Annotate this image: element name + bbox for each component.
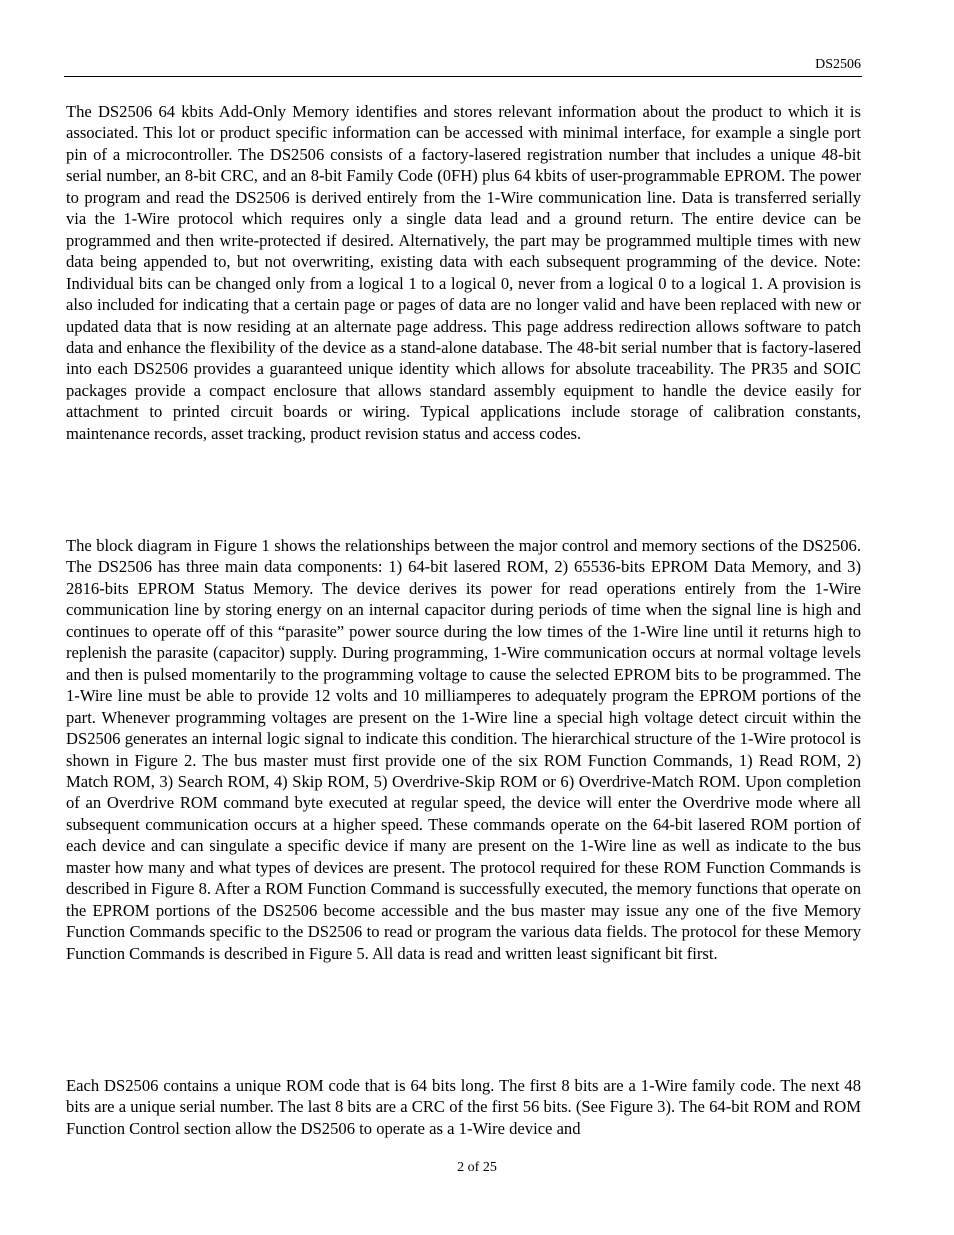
header-divider bbox=[64, 76, 862, 77]
page-number: 2 of 25 bbox=[457, 1160, 497, 1175]
header-part-number: DS2506 bbox=[815, 57, 861, 72]
paragraph-description: The DS2506 64 kbits Add-Only Memory identifies and stores relevant information about the product to which it is associated. This lot or product specific information can be accessed with minimal interface, for example a single port pin of a microcontroller. The DS2506 consists of a factory-lasered registration number that includes a unique 48-bit serial number, an 8-bit CRC, and an 8-bit Family Code (0FH) plus 64 kbits of user-programmable EPROM. The power to program and read the DS2506 is derived entirely from the 1-Wire communication line. Data is transferred serially via the 1-Wire protocol which requires only a single data lead and a ground return. The entire device can be programmed and then write-protected if desired. Alternatively, the part may be programmed multiple times with new data being appended to, but not overwriting, existing data with each subsequent programming of the device. Note: Individual bits can be changed only from a logical 1 to a logical 0, never from a logical 0 to a logical 1. A provision is also included for indicating that a certain page or pages of data are no longer valid and have been replaced with new or updated data that is now residing at an alternate page address. This page address redirection allows software to patch data and enhance the flexibility of the device as a stand-alone database. The 48-bit serial number that is factory-lasered into each DS2506 provides a guaranteed unique identity which allows for absolute traceability. The PR35 and SOIC packages provide a compact enclosure that allows standard assembly equipment to handle the device easily for attachment to printed circuit boards or wiring. Typical applications include storage of calibration constants, maintenance records, asset tracking, product revision status and access codes. bbox=[66, 102, 861, 443]
paragraph-rom-code: Each DS2506 contains a unique ROM code that is 64 bits long. The first 8 bits are a 1-Wire family code. The next 48 bits are a unique serial number. The last 8 bits are a CRC of the first 56 bits. (See Figure 3). The 64-bit ROM and ROM Function Control section allow the DS2506 to operate as a 1-Wire device and bbox=[66, 1076, 861, 1138]
paragraph-overview: The block diagram in Figure 1 shows the relationships between the major control and memory sections of the DS2506. The DS2506 has three main data components: 1) 64-bit lasered ROM, 2) 65536-bits EPROM Data Memory, and 3) 2816-bits EPROM Status Memory. The device derives its power for read operations entirely from the 1-Wire communication line by storing energy on an internal capacitor during periods of time when the signal line is high and continues to operate off of this “parasite” power source during the low times of the 1-Wire line until it returns high to replenish the parasite (capacitor) supply. During programming, 1-Wire communication occurs at normal voltage levels and then is pulsed momentarily to the programming voltage to cause the selected EPROM bits to be programmed. The 1-Wire line must be able to provide 12 volts and 10 milliamperes to adequately program the EPROM portions of the part. Whenever programming voltages are present on the 1-Wire line a special high voltage detect circuit within the DS2506 generates an internal logic signal to indicate this condition. The hierarchical structure of the 1-Wire protocol is shown in Figure 2. The bus master must first provide one of the six ROM Function Commands, 1) Read ROM, 2) Match ROM, 3) Search ROM, 4) Skip ROM, 5) Overdrive-Skip ROM or 6) Overdrive-Match ROM. Upon completion of an Overdrive ROM command byte executed at regular speed, the device will enter the Overdrive mode where all subsequent communication occurs at a higher speed. These commands operate on the 64-bit lasered ROM portion of each device and can singulate a specific device if many are present on the 1-Wire line as well as indicate to the bus master how many and what types of devices are present. The protocol required for these ROM Function Commands is described in Figure 8. After a ROM Function Command is successfully executed, the memory functions that operate on the EPROM portions of the DS2506 become accessible and the bus master may issue any one of the five Memory Function Commands specific to the DS2506 to read or program the various data fields. The protocol for these Memory Function Commands is described in Figure 5. All data is read and written least significant bit first. bbox=[66, 536, 861, 963]
